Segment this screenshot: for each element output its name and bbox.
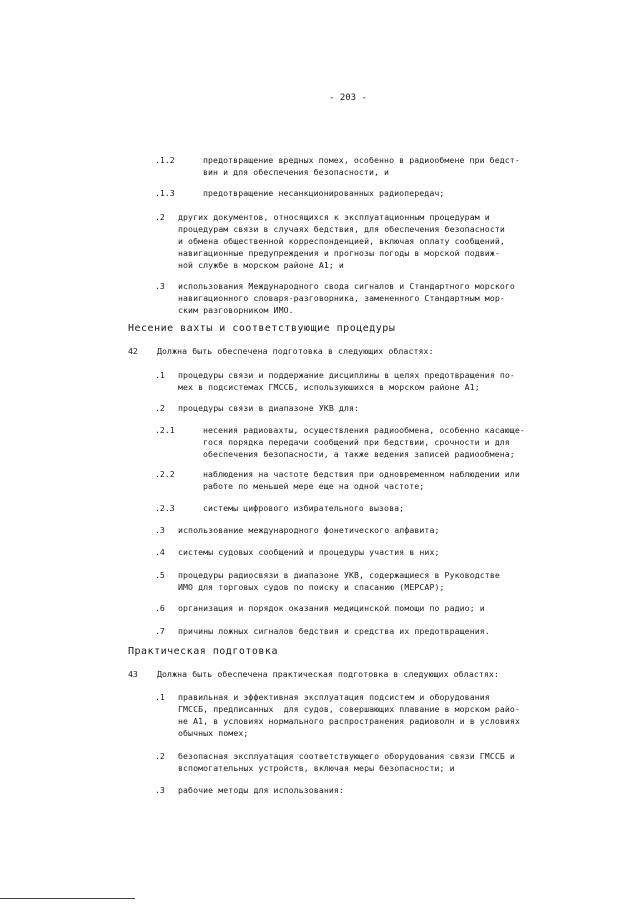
item-number: .1.3 bbox=[155, 188, 175, 198]
item-text-line: процедурам связи в случаях бедствия, для обеспечения безопасности bbox=[178, 224, 505, 234]
item-number: .1 bbox=[155, 692, 165, 702]
item-text-line: работе по меньшей мере еще на одной частоте; bbox=[203, 481, 425, 491]
item-text-line: организация и порядок оказания медицинской помощи по радио; и bbox=[178, 603, 485, 613]
item-number: .4 bbox=[155, 547, 165, 557]
item-number: .5 bbox=[155, 570, 165, 580]
item-number: .3 bbox=[155, 281, 165, 291]
item-text-line: не А1, в условиях нормального распространения радиоволн и в условиях bbox=[178, 716, 520, 726]
paragraph-text: Должна быть обеспечена практическая подготовка в следующих областях: bbox=[157, 669, 499, 679]
section-heading: Практическая подготовка bbox=[128, 646, 278, 657]
item-text-line: причины ложных сигналов бедствия и средства их предотвращения. bbox=[178, 626, 490, 636]
item-number: .7 bbox=[155, 626, 165, 636]
item-text-line: использование международного фонетического алфавита; bbox=[178, 525, 440, 535]
item-text-line: мех в подсистемах ГМССБ, используюшихся в морском районе А1; bbox=[178, 382, 480, 392]
item-text-line: процедуры связи и поддержание дисциплины в целях предотвращения по- bbox=[178, 370, 515, 380]
item-text-line: рабочие методы для использования: bbox=[178, 785, 344, 795]
item-text-line: процедуры радиосвязи в диапазоне УКВ, содержащиеся в Руководстве bbox=[178, 570, 500, 580]
item-number: .6 bbox=[155, 603, 165, 613]
item-text-line: вин и для обеспечения безопасности, и bbox=[203, 167, 390, 177]
item-number: .1 bbox=[155, 370, 165, 380]
item-text-line: гося порядка передачи сообщений при бедствии, срочности и для bbox=[203, 437, 510, 447]
item-text-line: обеспечения безопасности, а также ведения записей радиообмена; bbox=[203, 449, 515, 459]
item-number: .3 bbox=[155, 525, 165, 535]
item-text-line: использования Международного свода сигналов и Стандартного морского bbox=[178, 281, 515, 291]
item-number: .2 bbox=[155, 751, 165, 761]
paragraph-text: Должна быть обеспечена подготовка в следующих областях: bbox=[157, 346, 434, 356]
item-number: .2.2 bbox=[155, 469, 175, 479]
item-text-line: несения радиовахты, осуществления радиообмена, особенно касающе- bbox=[203, 425, 525, 435]
section-heading: Несение вахты и соответствующие процедуры bbox=[128, 323, 396, 334]
item-text-line: ИМО для торговых судов по поиску и спасанию (МЕРСАР); bbox=[178, 582, 445, 592]
footer-rule bbox=[0, 898, 135, 899]
item-number: .2.1 bbox=[155, 425, 175, 435]
item-number: .3 bbox=[155, 785, 165, 795]
paragraph-number: 43 bbox=[128, 669, 138, 679]
paragraph-number: 42 bbox=[128, 346, 138, 356]
item-text-line: и обмена общественной корреспонденцией, включая оплату сообщений, bbox=[178, 236, 505, 246]
item-text-line: других документов, относящихся к эксплуатационным процедурам и bbox=[178, 212, 490, 222]
item-text-line: предотвращение несанкционированных радиопередач; bbox=[203, 188, 445, 198]
item-text-line: правильная и эффективная эксплуатация подсистем и оборудования bbox=[178, 692, 490, 702]
item-text-line: обычных помех; bbox=[178, 728, 249, 738]
item-text-line: наблюдения на частоте бедствия при одновременном наблюдении или bbox=[203, 469, 520, 479]
item-number: .2.3 bbox=[155, 503, 175, 513]
item-number: .1.2 bbox=[155, 155, 175, 165]
item-text-line: вспомогательных устройств, включая меры безопасности; и bbox=[178, 763, 455, 773]
item-text-line: системы цифрового избирательного вызова; bbox=[203, 503, 405, 513]
item-text-line: ским разговорником ИМО. bbox=[178, 305, 294, 315]
item-text-line: ной службе в морском районе А1; и bbox=[178, 260, 344, 270]
item-text-line: процедуры связи в диапазоне УКВ для: bbox=[178, 403, 360, 413]
item-text-line: навигационные предупреждения и прогнозы погоды в морской подвиж- bbox=[178, 248, 500, 258]
item-text-line: безопасная эксплуатация соответствующего оборудования связи ГМССБ и bbox=[178, 751, 515, 761]
item-number: .2 bbox=[155, 212, 165, 222]
item-text-line: ГМССБ, предписанных для судов, совершающих плавание в морском райо- bbox=[178, 704, 520, 714]
item-text-line: навигационного словаря-разговорника, замененного Стандартным мор- bbox=[178, 293, 505, 303]
page-number: - 203 - bbox=[329, 93, 367, 103]
item-number: .2 bbox=[155, 403, 165, 413]
item-text-line: системы судовых сообщений и процедуры участия в них; bbox=[178, 547, 440, 557]
item-text-line: предотвращение вредных помех, особенно в радиообмене при бедст- bbox=[203, 155, 520, 165]
